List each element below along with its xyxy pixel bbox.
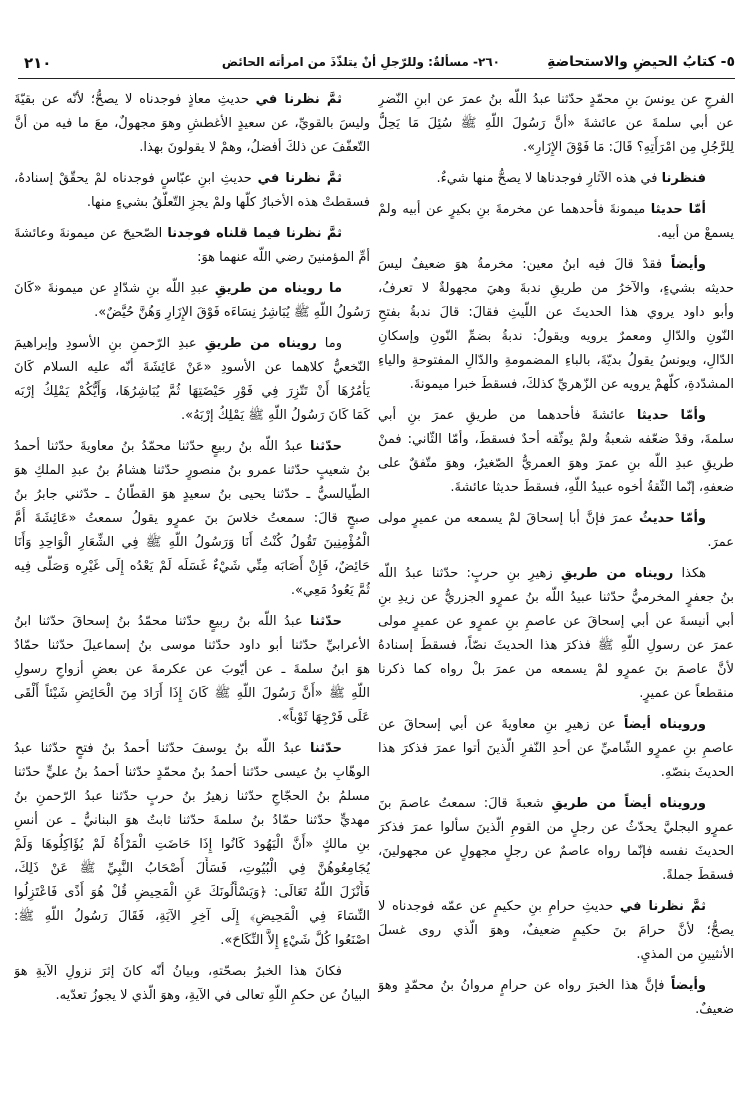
line-text: النّخعيُّ كلاهما عن الأسودِ «عَنْ عَائِشَةَ أنّه عليه السلام كَانَ — [14, 360, 370, 375]
line-text: الأنثيينِ من المذيِ. — [636, 947, 734, 962]
paragraph — [14, 88, 370, 160]
paragraph — [378, 88, 734, 160]
text-line — [14, 634, 370, 658]
text-line — [14, 459, 370, 483]
text-line — [14, 881, 370, 905]
paragraph — [378, 167, 734, 191]
line-text: عاصمِ بنِ عمرٍو الشّاميِّ عن أحدِ النّفرِ الّذينَ أتوا عمرَ فذكرَ هذا — [378, 741, 734, 756]
line-text: يسمعْ من أبيه. — [656, 226, 734, 241]
line-text: الصّحيحَ عن ميمونةَ وعائشةَ — [14, 226, 168, 241]
paragraph-lead: رويناه من طريقِ — [204, 336, 317, 351]
line-text: حديثه بشيءٍ، والآخرُ من طريقِ ندبةَ وهيَ مجهولةٌ لا تعرفُ، — [378, 281, 734, 296]
text-line — [14, 136, 370, 160]
line-text: صبحٍ قالَ: سمعتُ خلاسَ بنَ عمرٍو يقولُ سمعتُ «عَائِشَةَ أُمَّ — [14, 511, 370, 526]
line-text: مهديٍّ حدّثنا حمّادُ بنُ سلمةَ حدّثنا ثابتٌ هوَ البنانيُّ ـ عن أنسِ — [14, 813, 370, 828]
line-text: عمرَ فإنَّ أبا إسحاقَ لمْ يسمعه من عميرٍ مولى — [378, 511, 640, 526]
paragraph-prefix: وما — [316, 336, 342, 351]
text-line — [378, 840, 734, 864]
paragraph-lead: ثمَّ نظرنا في — [255, 92, 342, 107]
line-text: عمرٍو البجليَّ يحدّثُ عن رجلٍ من القومِ الّذينَ سألوا عمرَ فذكرَ — [378, 820, 734, 835]
paragraph — [378, 974, 734, 1022]
text-line — [14, 737, 370, 761]
line-text: فقدْ قالَ فيه ابنُ معين: مخرمةُ هوَ ضعيفٌ ليسَ — [378, 257, 671, 272]
line-text: الطّيالسيُّ ـ حدّثنا يحيى بنُ سعيدٍ هوَ القطّانُ ـ حدّثني جابرُ بنُ — [14, 487, 370, 502]
paragraph-lead: أمّا حديثا — [650, 202, 706, 217]
paragraph — [378, 792, 734, 888]
text-line — [14, 761, 370, 785]
paragraph — [14, 435, 370, 603]
paragraph — [378, 895, 734, 967]
text-line — [14, 555, 370, 579]
text-line — [14, 706, 370, 730]
text-line — [378, 610, 734, 634]
text-line — [14, 301, 370, 325]
paragraph — [14, 222, 370, 270]
text-line — [14, 833, 370, 857]
line-text: يُجَامِعُوهُنَّ فِي الْبُيُوتِ، فَسَأَلَ أَصْحَابُ النَّبِيِّ ﷺ عَنْ ذَلِكَ، — [14, 861, 370, 876]
text-line — [14, 610, 370, 634]
paragraph — [14, 610, 370, 730]
paragraph-lead: وأمّا حديثا — [636, 408, 706, 423]
text-line — [14, 507, 370, 531]
line-text: عن أبي سلمةَ عن عائشةَ «أنَّ رَسُولَ اللّهِ ﷺ سُئِلَ مَا يَحِلُّ — [378, 116, 734, 131]
text-line — [378, 634, 734, 658]
line-text: طريقِ عبدِ اللّه بنِ عمرَ وهوَ العمريُّ الصّغيرُ، وهوَ متّفقٌ على — [378, 456, 734, 471]
text-line — [14, 960, 370, 984]
line-text: عبدُ اللّه بنُ ربيعٍ حدّثنا محمّدُ بنُ معاويةَ حدّثنا أحمدُ — [14, 439, 311, 454]
text-line — [378, 277, 734, 301]
line-text: سلمةَ، وقدْ ضعّفه شعبةُ ولمْ يوثّقه أحدٌ فسقطَ، وأمّا الثّاني: فمنْ — [378, 432, 734, 447]
line-text: فكانَ هذا الخبرُ بصحّتهِ، وبيانُ أنّه كانَ إثرَ نزولِ الآيةِ هوَ — [14, 964, 342, 979]
text-line — [378, 373, 734, 397]
line-text: حديثِ ابنِ عبّاسٍ فوجدناه لمْ يحقّقْ إسنادهُ، — [14, 171, 258, 186]
line-text: عبدِ الرّحمنِ بنِ الأسودِ وإبراهيمَ — [14, 336, 205, 351]
line-text: عَلَى فَرْجِهَا ثَوْباً». — [277, 710, 370, 725]
line-text: عمرَ. — [707, 535, 734, 550]
line-text: بنُ جعفرٍ المخرميُّ حدّثنا عبيدُ اللّه بنُ عمرٍو الجزريُّ عن زيدِ بنِ — [378, 590, 734, 605]
text-line — [14, 984, 370, 1008]
paragraph-lead: ثمَّ نظرنا في — [257, 171, 342, 186]
text-line — [378, 682, 734, 706]
paragraph-lead: ثمَّ نظرنا فيما قلناه فوجدنا — [167, 226, 342, 241]
text-line — [14, 167, 370, 191]
line-text: لأنَّ عاصمَ بنَ عمرٍو لمْ يسمعه من عمرَ بلْ رواه كما ذكرنا — [378, 662, 734, 677]
text-line — [378, 222, 734, 246]
line-text: يصحُّ؛ لأنَّ حرامَ بنَ حكيمٍ ضعيفٌ، وهوَ الّذي روى غسلَ — [378, 923, 734, 938]
text-line — [378, 253, 734, 277]
paragraph — [378, 198, 734, 246]
line-text: أبي أنيسةَ عن أبي إسحاقَ عن عاصمِ بنِ عمرٍو عن عميرٍ مولى — [378, 614, 734, 629]
paragraph — [378, 562, 734, 706]
paragraph — [378, 713, 734, 785]
line-text: حَائِضٌ، فَإِنْ أَصَابَه مِنِّي شَيْءٌ غَسَلَه لَمْ يَعْدُه إِلَى غَيْرِه وَصَلَّى فِيه — [14, 559, 370, 574]
text-line — [378, 998, 734, 1022]
text-line — [378, 761, 734, 785]
text-line — [14, 682, 370, 706]
line-text: حديثِ حرامِ بنِ حكيمٍ عن عمّه فوجدناه لا — [378, 899, 620, 914]
paragraph-lead: ما رويناه من طريقِ — [214, 281, 342, 296]
line-text: عبدُ اللّه بنُ ربيعٍ حدّثنا محمّدُ بنُ إسحاقَ حدّثنا ابنُ — [14, 614, 311, 629]
line-text: عبدِ اللّه بنِ شدّادٍ عن ميمونةَ «كَانَ — [14, 281, 215, 296]
paragraph-lead: رويناه من طريقِ — [560, 566, 674, 581]
paragraph — [378, 507, 734, 555]
line-text: فإنَّ هذا الخبرَ رواه عن حرامٍ مروانُ بنُ محمّدٍ وهوَ — [378, 978, 671, 993]
text-line — [378, 737, 734, 761]
line-text: بنِ مالكٍ «أَنَّ الْيَهُودَ كَانُوا إِذَا حَاضَتِ الْمَرْأَةُ لَمْ يُؤَاكِلُوهَا وَلَمْ — [14, 837, 370, 852]
paragraph-lead: وأيضاً — [670, 978, 706, 993]
line-text: في هذه الآثارِ فوجدناها لا يصحُّ منها شيءٌ. — [436, 171, 662, 186]
text-line — [378, 301, 734, 325]
paragraph — [14, 167, 370, 215]
text-line — [378, 792, 734, 816]
line-text: فسقطَ جملةً. — [662, 868, 734, 883]
text-line — [378, 198, 734, 222]
paragraph — [14, 960, 370, 1008]
line-text: رَسُولُ اللّهِ ﷺ يُبَاشِرُ نِسَاءَه فَوْقَ الإِزَارِ وَهُنَّ حُيَّضٌ». — [94, 305, 370, 320]
line-text: فَأَنْزَلَ اللّهُ تَعَالَى: ﴿وَيَسْأَلُونَكَ عَنِ الْمَحِيضِ قُلْ هُوَ أَذًى فَاعْتَزِلُوا — [14, 885, 370, 900]
line-text: لِلرَّجُلِ مِن امْرَأَتِهِ؟ قَالَ: مَا فَوْقَ الإِزَارِ». — [522, 140, 734, 155]
paragraph-lead: فنظرنا — [661, 171, 706, 186]
line-text: الدّالِ، ويونسُ يقولُ بديّةَ، بالباءِ المضمومةِ والدّالِ المفتوحةِ والياءِ — [378, 353, 734, 368]
text-line — [14, 905, 370, 929]
line-text: الحديثَ نفسه فإنّما رواه عاصمٌ عن رجلٍ مجهولٍ عن مجهولينَ، — [378, 844, 734, 859]
text-line — [378, 112, 734, 136]
paragraph — [14, 332, 370, 428]
text-line — [14, 356, 370, 380]
line-text: اللّهِ ﷺ «أَنَّ رَسُولَ اللّهِ ﷺ كَانَ إِذَا أَرَادَ مِنَ الْحَائِضِ شَيْئاً أَلْقَى — [14, 686, 370, 701]
text-line — [378, 507, 734, 531]
text-line — [378, 88, 734, 112]
text-line — [378, 562, 734, 586]
text-line — [378, 325, 734, 349]
line-text: المشدّدةِ، كلّهمْ يرويه عن الزّهريِّ كذلكَ، فسقطَ خبرا ميمونةَ. — [409, 377, 734, 392]
text-line — [14, 332, 370, 356]
line-text: التّعفّفَ عن ذلكَ أفضلُ، وهمْ لا يقولونَ بهذا. — [139, 140, 370, 155]
text-line — [378, 349, 734, 373]
paragraph-lead: وأمّا حديثُ — [639, 511, 707, 526]
line-text: هوَ ابنُ سلمةَ ـ عن أيّوبَ عن عكرمةَ عن بعضِ أزواجِ رسولِ — [14, 662, 370, 677]
issue-title: ٢٦٠- مسألةٌ: وللرّجلِ أنْ يتلذّذَ من امرأته الحائض — [221, 55, 500, 69]
line-text: وأبو داود يروي هذا الحديثَ عن اللّيثِ فقالَ: قالَ ندبةُ بفتحِ — [378, 305, 734, 320]
line-text: البيانُ عن حكمِ اللّهِ تعالى في الآيةِ، وهوَ الّذي لا يجوزُ تعدّيه. — [55, 988, 370, 1003]
paragraph-lead: ورويناه أيضاً من طريقِ — [551, 796, 706, 811]
paragraph-lead: حدّثنا — [310, 614, 342, 629]
chapter-title: ٥- كتابُ الحيضِ والاستحاضةِ — [547, 54, 735, 70]
line-text: منقطعاً عن عميرٍ. — [639, 686, 734, 701]
line-text: النِّسَاءَ فِي الْمَحِيضِ﴾ إِلَى آخِرِ الآيَةِ، فَقَالَ رَسُولُ اللّهِ ﷺ: — [14, 909, 370, 924]
line-text: شعبةَ قالَ: سمعتُ عاصمَ بنَ — [378, 796, 552, 811]
left-column — [14, 88, 370, 1015]
line-text: بنُ شعيبٍ حدّثنا عمرو بنُ منصورٍ حدّثنا هشامُ بنُ عبدِ الملكِ هوَ — [14, 463, 370, 478]
line-text: عبدُ اللّه بنُ يوسفَ حدّثنا أحمدُ بنُ فتحٍ حدّثنا عبدُ — [14, 741, 311, 756]
text-line — [14, 191, 370, 215]
line-text: كَمَا كَانَ رَسُولُ اللّهِ ﷺ يَمْلِكُ إرْبَهُ». — [181, 408, 370, 423]
text-line — [14, 112, 370, 136]
line-text: الفرجِ عن يونسَ بنِ محمّدٍ حدّثنا عبدُ اللّه بنُ عمرَ عن ابنِ النّضرِ — [378, 92, 734, 107]
text-line — [14, 277, 370, 301]
paragraph — [378, 253, 734, 397]
text-line — [378, 167, 734, 191]
line-text: النّونِ والدّالِ ومعمرٌ يرويه ويقولُ: ندبةُ بضمِّ النّونِ وإسكانِ — [378, 329, 734, 344]
line-text: ضعفهِ، إنّما الثّقةُ أخوه عبيدُ اللّهِ، فسقطَ حديثا عائشةَ. — [450, 480, 734, 495]
text-line — [14, 222, 370, 246]
text-line — [14, 785, 370, 809]
text-line — [378, 943, 734, 967]
text-line — [14, 579, 370, 603]
text-line — [14, 435, 370, 459]
text-line — [14, 929, 370, 953]
line-text: فسقطتْ هذه الأخبارُ كلّها ولمْ يجزِ التّعلّقُ بشيءٍ منها. — [86, 195, 370, 210]
line-text: عمرَ عن رسولِ اللّهِ ﷺ فذكرَ هذا الحديثَ نصّاً، فسقطَ إسنادهُ — [378, 638, 734, 653]
line-text: أمِّ المؤمنينَ رضي اللّه عنهما هوَ: — [197, 250, 370, 265]
line-text: حديثِ معاذٍ فوجدناه لا يصحُّ؛ لأنّه عن بقيّةَ — [14, 92, 256, 107]
page-number: ٢١٠ — [24, 54, 52, 72]
line-text: مسلمُ بنُ الحجّاجِ حدّثنا زهيرُ بنُ حربٍ حدّثنا عبدُ الرّحمنِ بنُ — [14, 789, 370, 804]
paragraph — [14, 737, 370, 953]
text-line — [378, 404, 734, 428]
text-line — [14, 483, 370, 507]
line-text: ميمونةَ فأحدهما عن مخرمةَ بنِ بكيرٍ عن أبيه ولمْ — [378, 202, 651, 217]
line-text: عائشةَ فأحدهما من طريقِ عمرَ بنِ أبي — [378, 408, 637, 423]
line-text: ثُمَّ يَعُودُ مَعِي». — [290, 583, 370, 598]
text-line — [378, 136, 734, 160]
paragraph-lead: ثمَّ نظرنا في — [619, 899, 706, 914]
line-text: اصْنَعُوا كُلَّ شَيْءٍ إِلاَّ النِّكَاحَ». — [220, 933, 370, 948]
text-line — [378, 586, 734, 610]
line-text: وليسَ بالقويِّ، عن سعيدٍ الأغطشِ وهوَ مجهولٌ، معَ ما فيه من أنَّ — [14, 116, 370, 131]
line-text: الْمُؤْمِنِينَ تَقُولُ كُنْتُ أَنَا وَرَسُولُ اللّهِ ﷺ فِي الشِّعَارِ الْوَاحِدِ وَأَنَا — [14, 535, 370, 550]
text-line — [14, 857, 370, 881]
text-line — [378, 428, 734, 452]
text-line — [14, 809, 370, 833]
text-line — [378, 713, 734, 737]
text-line — [14, 246, 370, 270]
text-line — [14, 88, 370, 112]
text-line — [378, 895, 734, 919]
text-line — [378, 452, 734, 476]
line-text: الأعرابيِّ حدّثنا أبو داود حدّثنا موسى بنُ إسماعيلَ حدّثنا حمّادٌ — [14, 638, 370, 653]
line-text: يَأْمُرُهَا أَنْ تَتّزِرَ فِي فَوْرِ حَيْضَتِهَا ثُمَّ يُبَاشِرُهَا، وَأَيُّكُمْ يَمْلِكُ إرْبَه — [14, 384, 370, 399]
text-line — [378, 974, 734, 998]
line-text: زهيرِ بنِ حربٍ: حدّثنا عبدُ اللّه — [378, 566, 561, 581]
line-text: الوهّابِ بنُ عيسى حدّثنا أحمدُ بنُ محمّدٍ حدّثنا أحمدُ بنُ عليٍّ حدّثنا — [14, 765, 370, 780]
line-text: ضعيفٌ. — [695, 1002, 734, 1017]
text-line — [378, 531, 734, 555]
paragraph — [14, 277, 370, 325]
right-column — [378, 88, 734, 1029]
text-line — [378, 476, 734, 500]
text-line — [14, 404, 370, 428]
text-line — [378, 658, 734, 682]
text-line — [14, 658, 370, 682]
text-line — [378, 919, 734, 943]
header-rule — [18, 78, 735, 79]
paragraph-lead: وأيضاً — [670, 257, 706, 272]
text-line — [14, 380, 370, 404]
text-line — [14, 531, 370, 555]
line-text: الحديثَ بنصّهِ. — [660, 765, 734, 780]
text-line — [378, 816, 734, 840]
paragraph-lead: حدّثنا — [310, 741, 342, 756]
paragraph-prefix: هكذا — [673, 566, 706, 581]
paragraph-lead: حدّثنا — [310, 439, 342, 454]
running-header — [18, 52, 735, 76]
paragraph-lead: ورويناه أيضاً — [623, 717, 706, 732]
text-line — [378, 864, 734, 888]
line-text: عن زهيرِ بنِ معاويةَ عن أبي إسحاقَ عن — [378, 717, 624, 732]
paragraph — [378, 404, 734, 500]
